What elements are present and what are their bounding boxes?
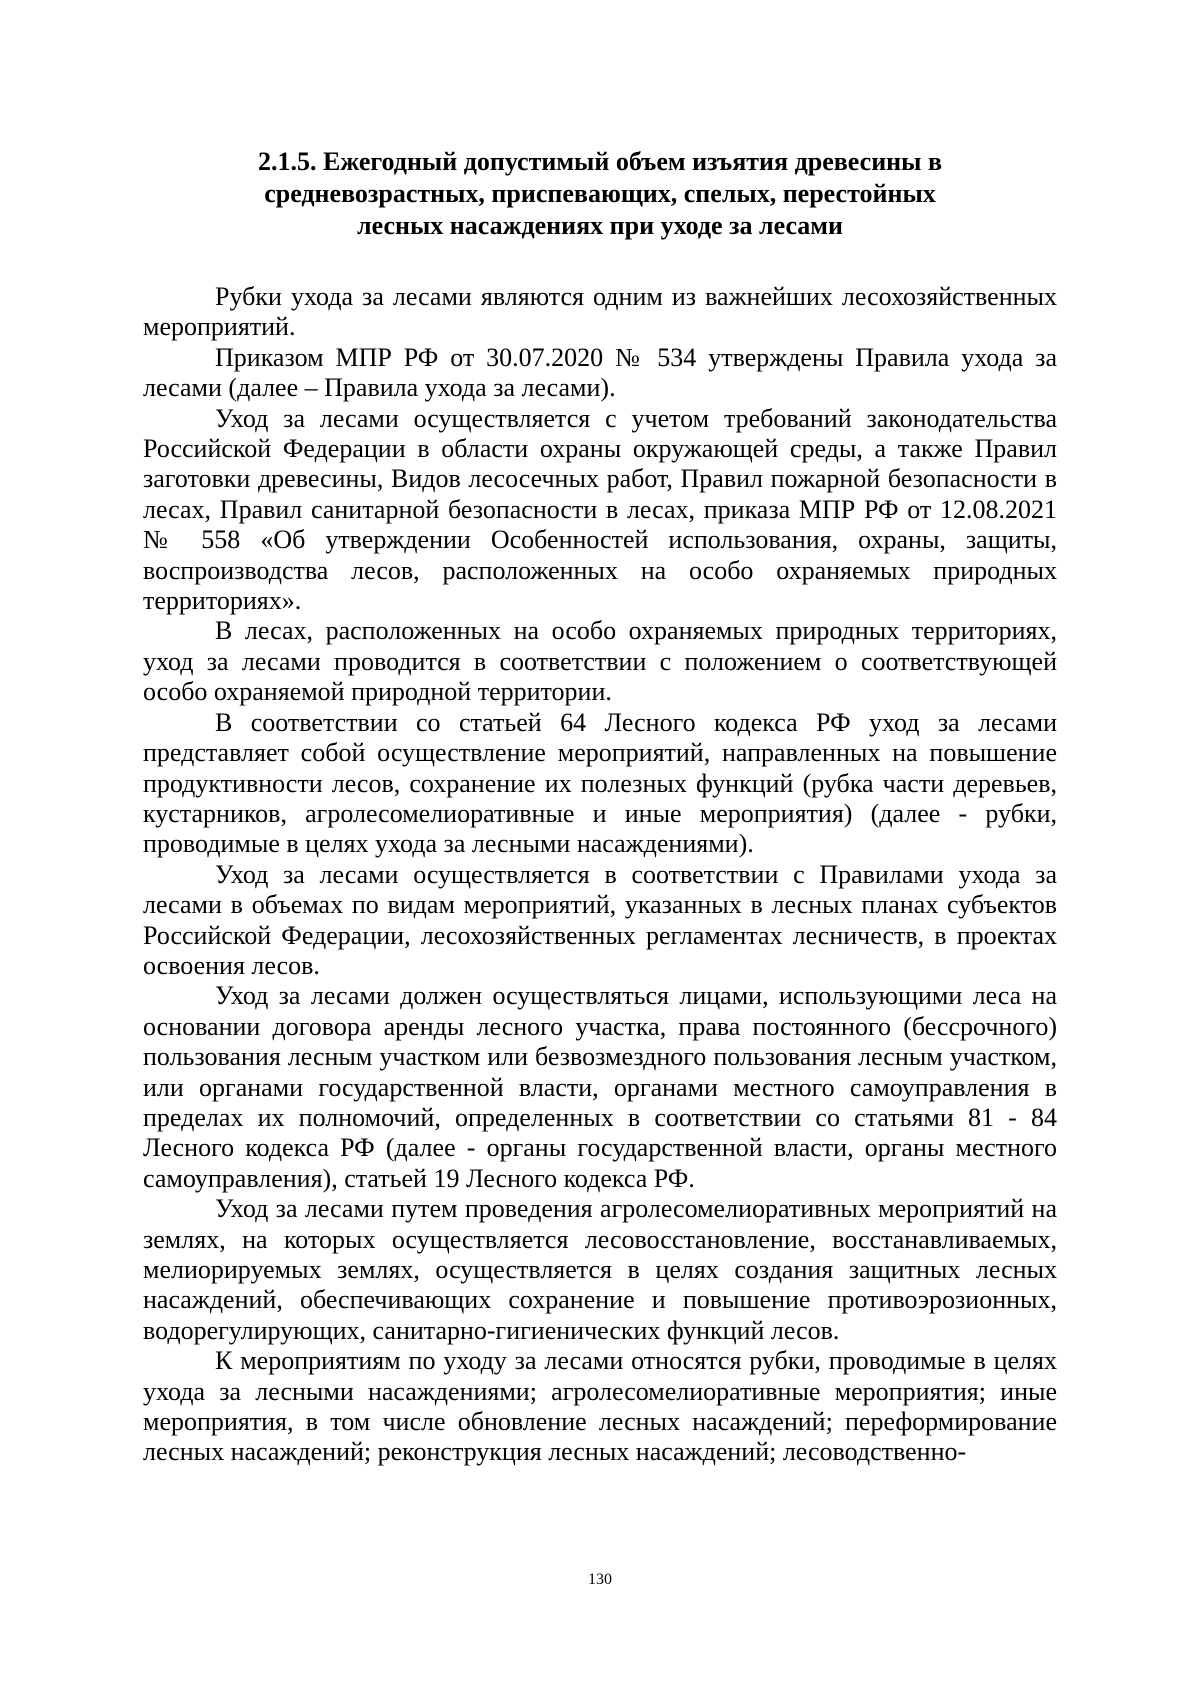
body-text (143, 282, 1057, 1468)
paragraph-7: Уход за лесами должен осуществляться лицами, использующими леса на основании договора аренды лесного участка, права постоянного (бессрочного) пользования лесным участком или безвозмездного пользования лесным участком, или органами государственной власти, органами местного самоуправления в пределах их полномочий, определенных в соответствии со статьями 81 - 84 Лесного кодекса РФ (далее - органы государственной власти, органы местного самоуправления), статьей 19 Лесного кодекса РФ. (143, 981, 1057, 1193)
paragraph-1: Рубки ухода за лесами являются одним из важнейших лесохозяйственных мероприятий. (143, 282, 1057, 342)
paragraph-5: В соответствии со статьей 64 Лесного кодекса РФ уход за лесами представляет собой осуществление мероприятий, направленных на повышение продуктивности лесов, сохранение их полезных функций (рубка части деревьев, кустарников, агролесомелиоративные и иные мероприятия) (далее - рубки, проводимые в целях ухода за лесными насаждениями). (143, 707, 1057, 859)
section-heading-line-2: средневозрастных, приспевающих, спелых, перестойных (264, 179, 936, 208)
page-number: 130 (588, 1571, 612, 1588)
section-heading-line-3: лесных насаждениях при уходе за лесами (357, 211, 843, 240)
paragraph-9: К мероприятиям по уходу за лесами относятся рубки, проводимые в целях ухода за лесными насаждениями; агролесомелиоративные мероприятия; иные мероприятия, в том числе обновление лесных насаждений; переформирование лесных насаждений; реконструкция лесных насаждений; лесоводственно- (143, 1346, 1057, 1467)
section-heading (145, 146, 1055, 242)
paragraph-2: Приказом МПР РФ от 30.07.2020 № 534 утверждены Правила ухода за лесами (далее – Правила ухода за лесами). (143, 342, 1057, 403)
section-heading-line-1: 2.1.5. Ежегодный допустимый объем изъятия древесины в (257, 147, 942, 176)
paragraph-8: Уход за лесами путем проведения агролесомелиоративных мероприятий на землях, на которых осуществляется лесовосстановление, восстанавливаемых, мелиорируемых землях, осуществляется в целях создания защитных лесных насаждений, обеспечивающих сохранение и повышение противоэрозионных, водорегулирующих, санитарно-гигиенических функций лесов. (143, 1194, 1057, 1345)
paragraph-6: Уход за лесами осуществляется в соответствии с Правилами ухода за лесами в объемах по видам мероприятий, указанных в лесных планах субъектов Российской Федерации, лесохозяйственных регламентах лесничеств, в проектах освоения лесов. (143, 859, 1057, 980)
paragraph-3: Уход за лесами осуществляется с учетом требований законодательства Российской Федерации в области охраны окружающей среды, а также Правил заготовки древесины, Видов лесосечных работ, Правил пожарной безопасности в лесах, Правил санитарной безопасности в лесах, приказа МПР РФ от 12.08.2021 № 558 «Об утверждении Особенностей использования, охраны, защиты, воспроизводства лесов, расположенных на особо охраняемых природных территориях». (143, 403, 1057, 616)
paragraph-4: В лесах, расположенных на особо охраняемых природных территориях, уход за лесами проводится в соответствии с положением о соответствующей особо охраняемой природной территории. (143, 616, 1057, 707)
